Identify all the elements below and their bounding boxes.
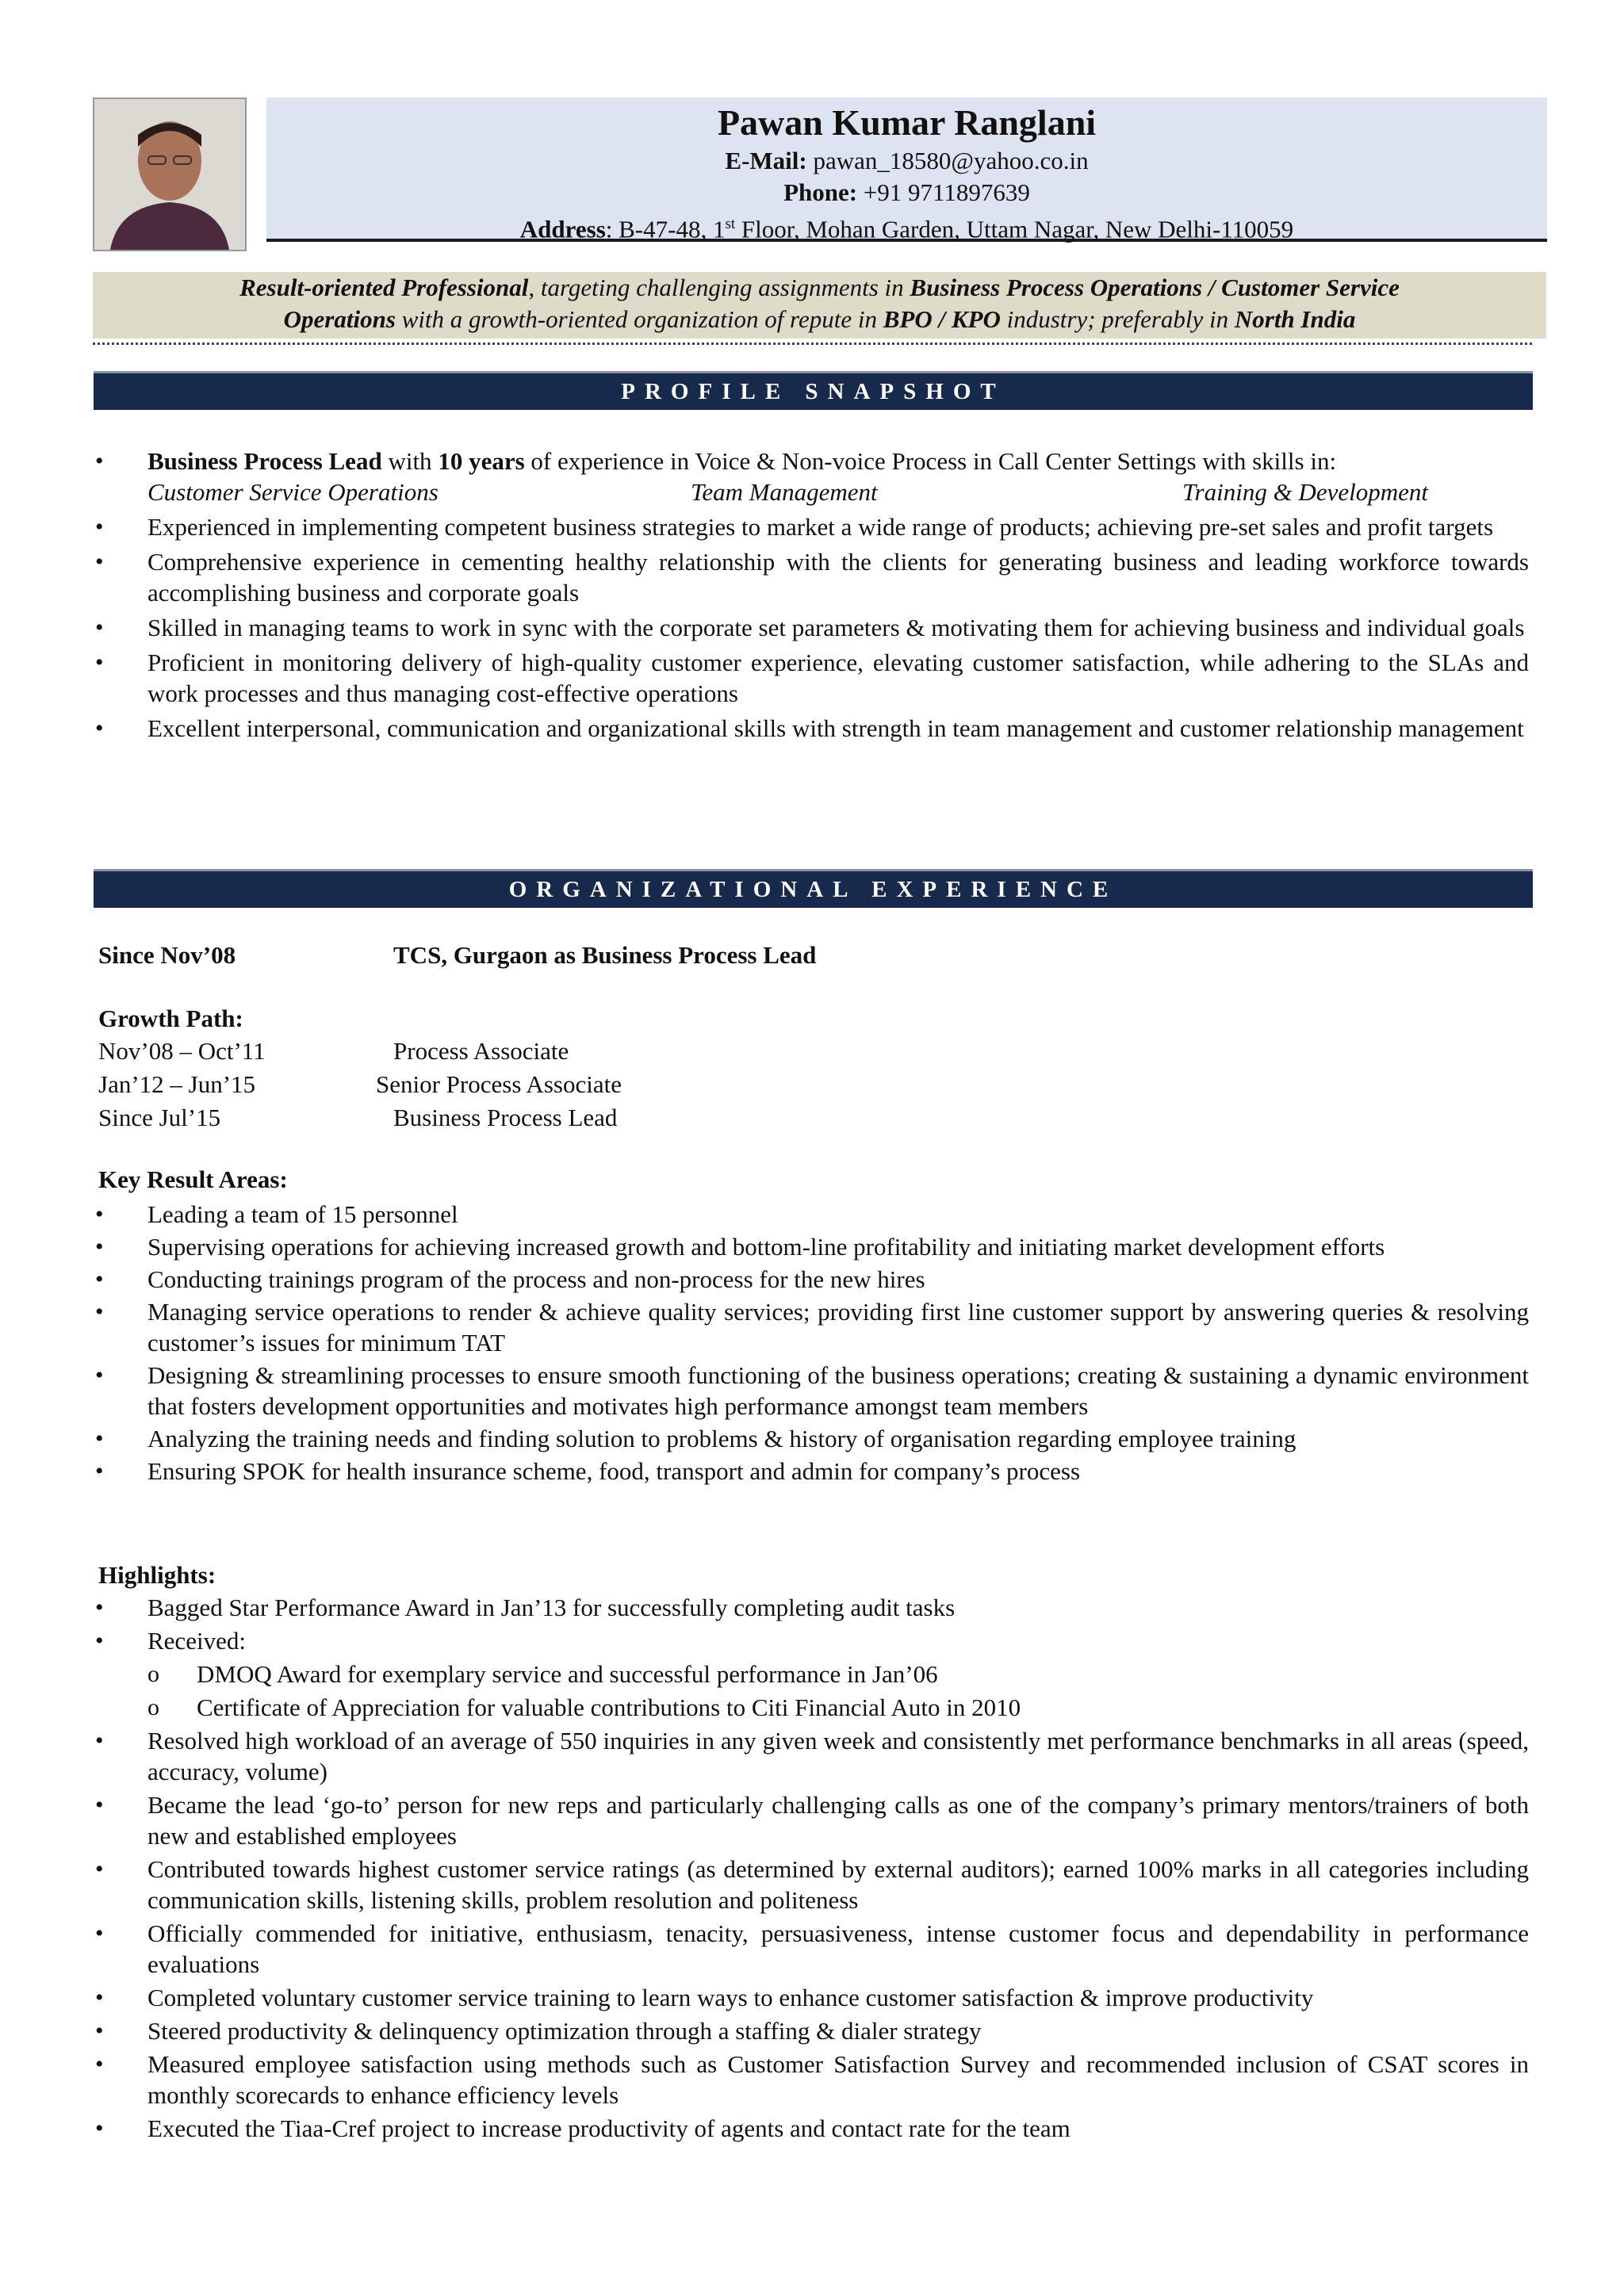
career-objective: [93, 272, 1546, 339]
address-part-2: Floor, Mohan Garden, Uttam Nagar, New Delhi-110059: [735, 215, 1294, 243]
list-item: • Designing & streamlining processes to ensure smooth functioning of the business operations; creating & sustaining a dynamic environment that fosters development opportunities and motivates high performance amongst team members: [95, 1360, 1529, 1422]
list-item: • Resolved high workload of an average of 550 inquiries in any given week and consistently met performance benchmarks in all areas (speed, accuracy, volume): [95, 1725, 1529, 1787]
list-item: • Leading a team of 15 personnel: [95, 1199, 1529, 1230]
growth-path-heading: Growth Path:: [98, 1004, 243, 1032]
list-item: • Bagged Star Performance Award in Jan’13 for successfully completing audit tasks: [95, 1592, 1529, 1623]
growth-period: Since Jul’15: [98, 1104, 221, 1131]
kra-heading: Key Result Areas:: [98, 1165, 288, 1193]
list-item: • Analyzing the training needs and finding solution to problems & history of organisation regarding employee training: [95, 1423, 1529, 1454]
objective-text-1: , targeting challenging assignments in: [528, 274, 910, 301]
objective-bold-2: Business Process Operations / Customer Service: [910, 274, 1400, 301]
sub-list-item: o Certificate of Appreciation for valuable contributions to Citi Financial Auto in 2010: [95, 1692, 1529, 1723]
address-superscript: st: [725, 216, 736, 232]
skill-item: Customer Service Operations: [147, 478, 439, 506]
profile-years: 10 years: [438, 447, 525, 475]
sub-list-item: o DMOQ Award for exemplary service and successful performance in Jan’06: [95, 1659, 1529, 1689]
address-line: [266, 209, 1547, 245]
growth-role: Senior Process Associate: [376, 1070, 622, 1098]
phone-label: Phone:: [783, 178, 858, 206]
list-item: • Experienced in implementing competent business strategies to market a wide range of products; achieving pre-set sales and profit targets: [95, 511, 1529, 542]
email-label: E-Mail:: [725, 147, 807, 174]
list-item: • Officially commended for initiative, enthusiasm, tenacity, persuasiveness, intense customer focus and dependability in performance evaluations: [95, 1918, 1529, 1980]
list-item: • Skilled in managing teams to work in sync with the corporate set parameters & motivating them for achieving business and individual goals: [95, 612, 1529, 643]
highlights-heading: Highlights:: [98, 1561, 216, 1589]
objective-bold-4: BPO / KPO: [883, 305, 1001, 333]
profile-photo: [93, 98, 247, 251]
list-item: • Comprehensive experience in cementing healthy relationship with the clients for generating business and leading workforce towards accomplishing business and corporate goals: [95, 546, 1529, 608]
divider: [93, 342, 1532, 345]
header: [266, 98, 1547, 242]
list-item: • Managing service operations to render & achieve quality services; providing first line customer support by answering queries & resolving customer’s issues for minimum TAT: [95, 1296, 1529, 1358]
list-item: [95, 446, 1529, 507]
list-item: • Measured employee satisfaction using methods such as Customer Satisfaction Survey and recommended inclusion of CSAT scores in monthly scorecards to enhance efficiency levels: [95, 2049, 1529, 2110]
list-item: • Supervising operations for achieving increased growth and bottom-line profitability and initiating market development efforts: [95, 1231, 1529, 1262]
list-item: • Received:: [95, 1625, 1529, 1656]
profile-role: Business Process Lead: [147, 447, 382, 475]
list-item: • Excellent interpersonal, communication and organizational skills with strength in team management and customer relationship management: [95, 713, 1529, 744]
candidate-name: Pawan Kumar Ranglani: [717, 102, 1097, 143]
objective-bold-5: North India: [1234, 305, 1356, 333]
highlights-bullets: [95, 1592, 1529, 2144]
growth-period: Jan’12 – Jun’15: [98, 1070, 256, 1098]
email-value[interactable]: pawan_18580@yahoo.co.in: [813, 147, 1089, 174]
growth-period: Nov’08 – Oct’11: [98, 1037, 266, 1065]
list-item: • Steered productivity & delinquency optimization through a staffing & dialer strategy: [95, 2015, 1529, 2046]
objective-bold-3: Operations: [283, 305, 396, 333]
list-item: • Conducting trainings program of the process and non-process for the new hires: [95, 1264, 1529, 1295]
skill-item: Team Management: [691, 478, 878, 506]
list-item: • Contributed towards highest customer service ratings (as determined by external auditors); earned 100% marks in all categories including communication skills, listening skills, problem resolution and politeness: [95, 1854, 1529, 1915]
profile-bullets: [95, 446, 1529, 744]
list-item: • Completed voluntary customer service training to learn ways to enhance customer satisfaction & improve productivity: [95, 1982, 1529, 2013]
skill-item: Training & Development: [1182, 478, 1428, 506]
section-header-profile: PROFILE SNAPSHOT: [94, 371, 1533, 410]
list-item: • Became the lead ‘go-to’ person for new reps and particularly challenging calls as one of the company’s primary mentors/trainers of both new and established employees: [95, 1789, 1529, 1851]
objective-bold-1: Result-oriented Professional: [239, 274, 529, 301]
growth-role: Process Associate: [393, 1037, 569, 1065]
growth-role: Business Process Lead: [393, 1104, 618, 1131]
person-portrait-icon: [94, 99, 245, 250]
kra-bullets: [95, 1199, 1529, 1487]
section-header-experience: ORGANIZATIONAL EXPERIENCE: [94, 869, 1533, 908]
phone-value: +91 9711897639: [863, 178, 1030, 206]
objective-text-2: with a growth-oriented organization of repute in: [395, 305, 883, 333]
objective-text-3: industry; preferably in: [1000, 305, 1235, 333]
profile-text: of experience in Voice & Non-voice Process in Call Center Settings with skills in:: [524, 447, 1337, 475]
email-line: [266, 145, 1547, 177]
address-label: Address: [519, 215, 606, 243]
job-company: TCS, Gurgaon as Business Process Lead: [393, 941, 817, 969]
skills-row: [147, 476, 1529, 507]
list-item: • Ensuring SPOK for health insurance scheme, food, transport and admin for company’s process: [95, 1456, 1529, 1487]
phone-line: [266, 177, 1547, 209]
address-part-1: : B-47-48, 1: [605, 215, 726, 243]
list-item: • Proficient in monitoring delivery of high-quality customer experience, elevating customer satisfaction, while adhering to the SLAs and work processes and thus managing cost-effective operations: [95, 647, 1529, 709]
job-since: Since Nov’08: [98, 941, 236, 969]
profile-text: with: [381, 447, 439, 475]
list-item: • Executed the Tiaa-Cref project to increase productivity of agents and contact rate for the team: [95, 2113, 1529, 2144]
